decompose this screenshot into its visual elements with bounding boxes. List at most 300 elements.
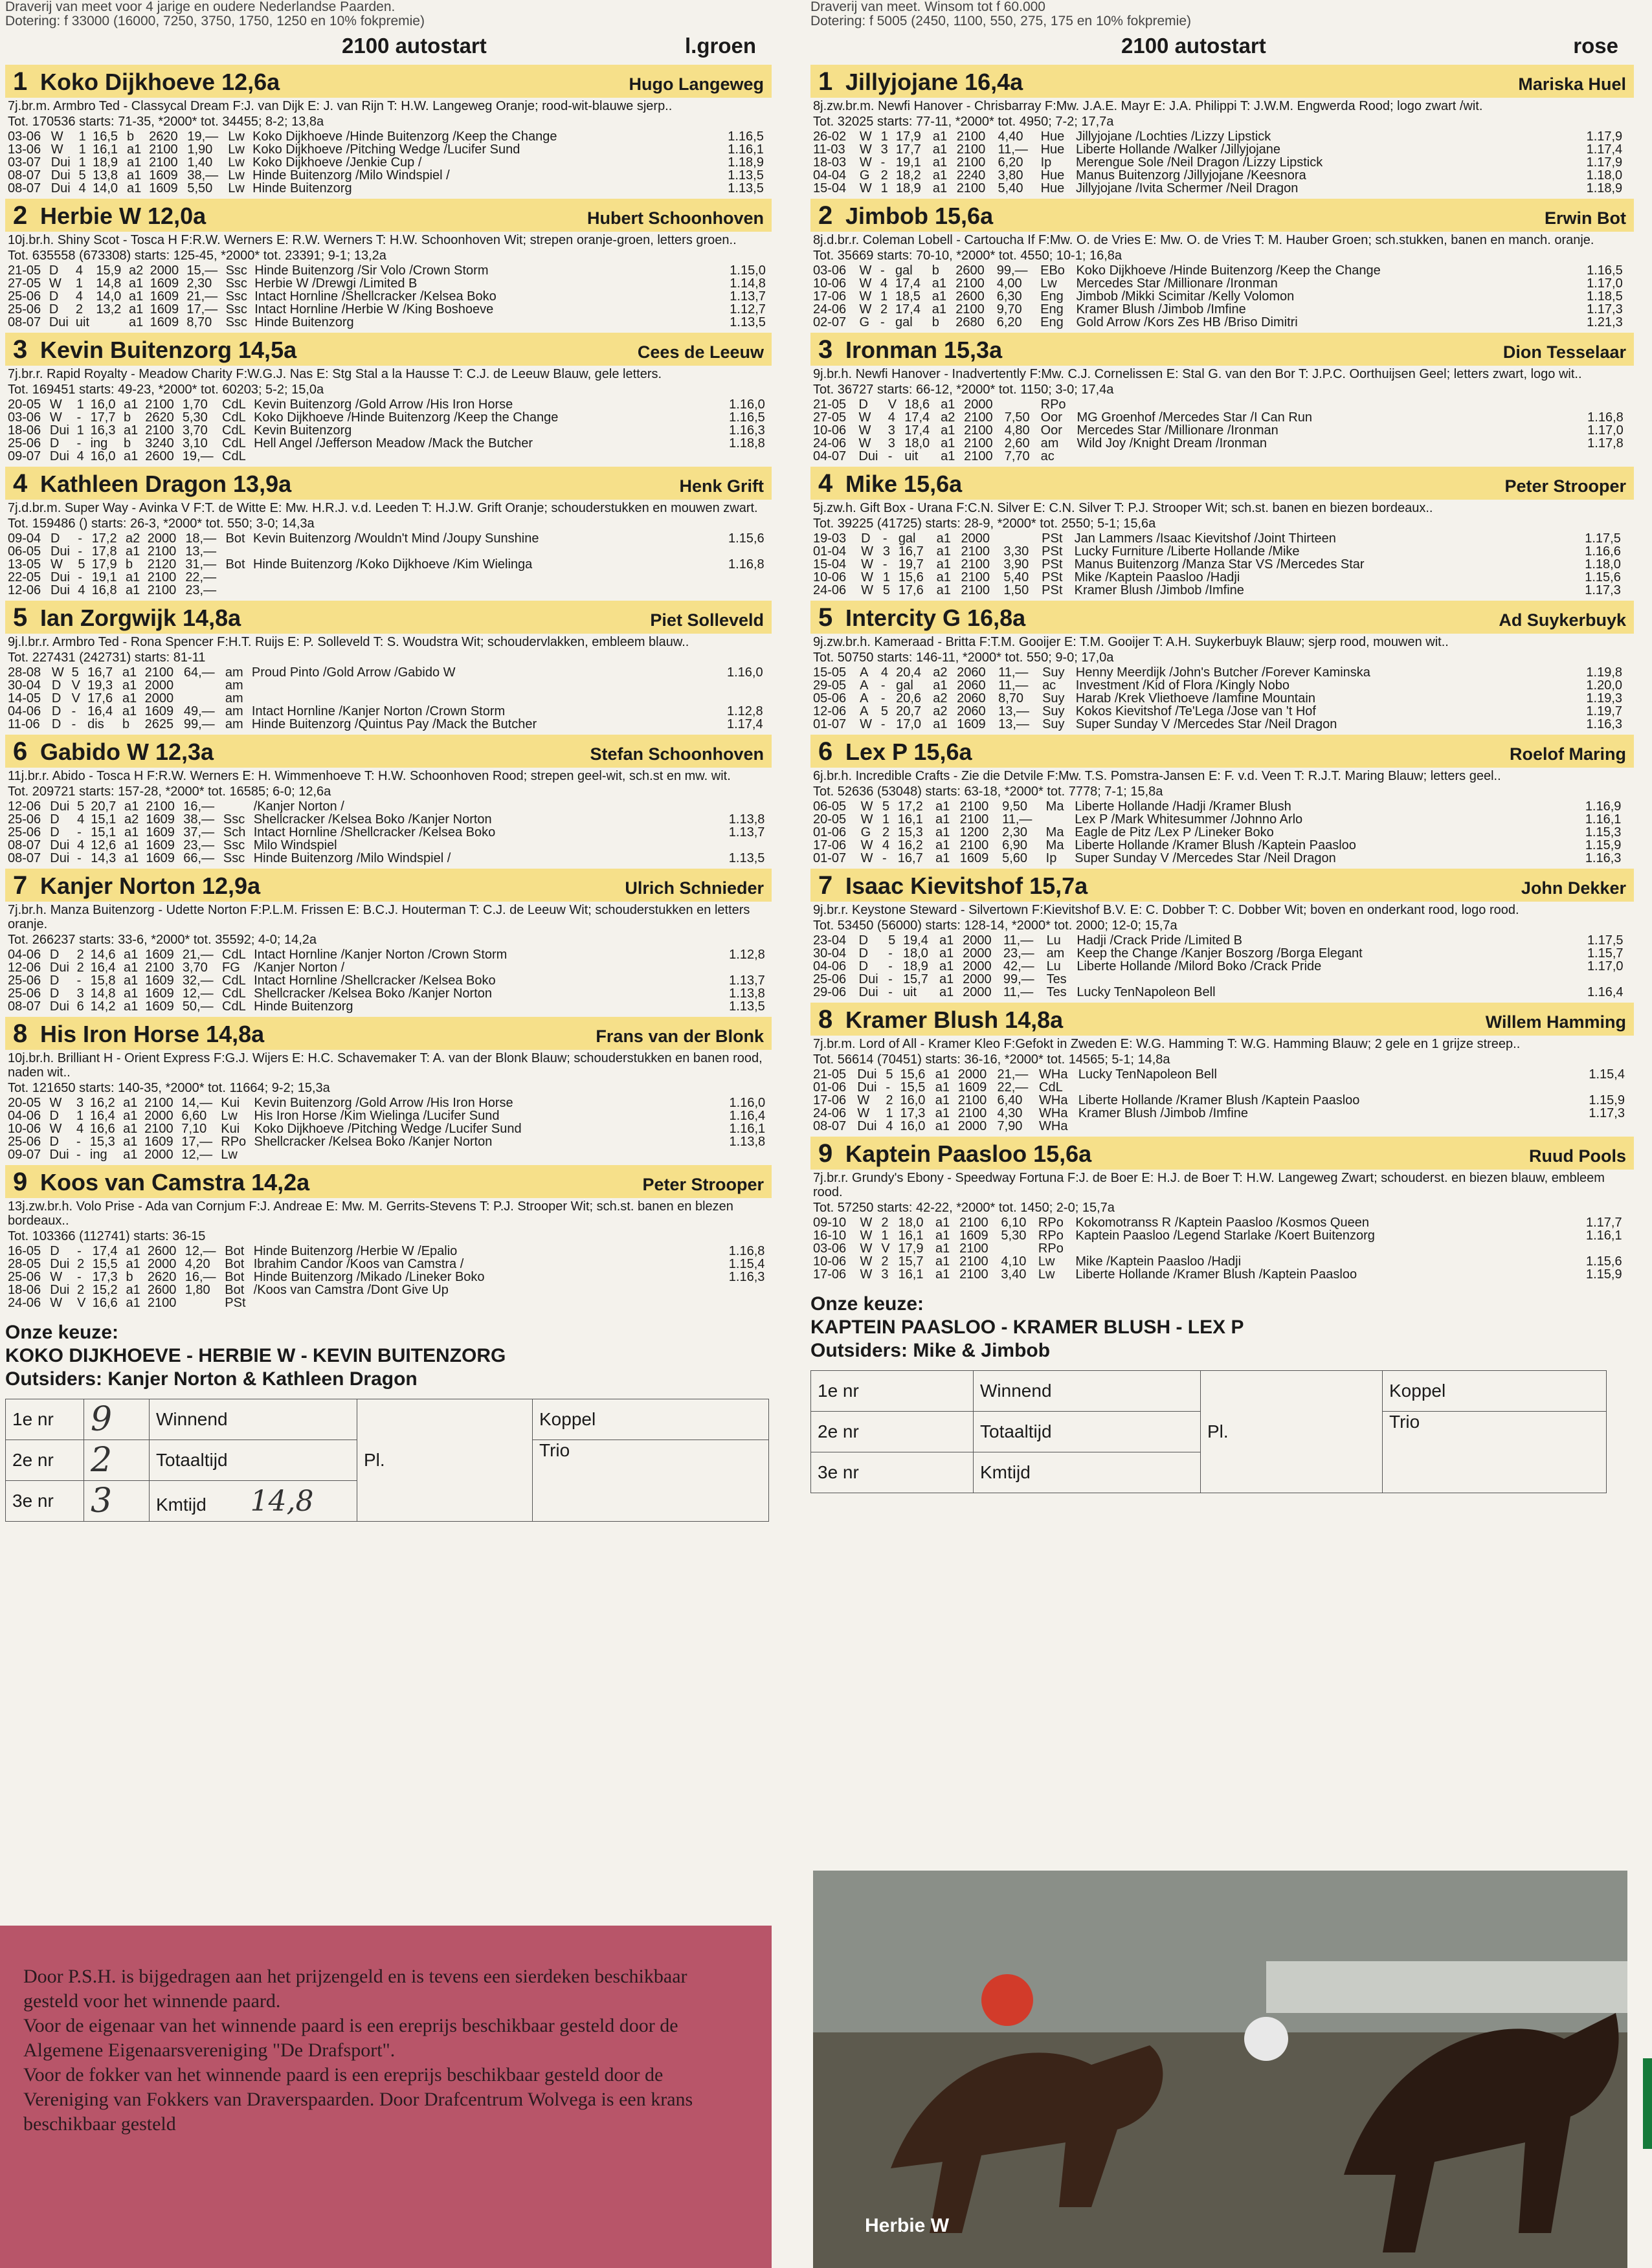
table-cell: 2100 xyxy=(146,799,175,814)
table-cell: Lw xyxy=(1038,1254,1055,1269)
table-cell: Dui xyxy=(50,838,70,852)
table-cell: 1.16,4 xyxy=(729,1109,766,1123)
table-cell: FG xyxy=(222,961,240,975)
table-cell: Tes xyxy=(1046,972,1067,986)
table-cell: 1609 xyxy=(149,168,178,183)
table-cell: a1 xyxy=(122,704,137,718)
table-cell: 1.15,9 xyxy=(1586,1267,1622,1282)
horse-driver: Stefan Schoonhoven xyxy=(590,744,764,764)
horse-header xyxy=(810,869,1634,902)
table-cell: 11,— xyxy=(998,665,1029,680)
table-cell xyxy=(726,545,772,558)
grid-trio-label: Trio xyxy=(1389,1412,1420,1432)
table-cell: Lu xyxy=(1046,933,1061,948)
table-cell: 16,4 xyxy=(89,1109,115,1123)
table-cell: W xyxy=(857,1093,870,1107)
table-cell: 1.15,6 xyxy=(1586,1254,1622,1269)
table-cell: 5 xyxy=(886,1067,893,1082)
table-cell: 25-06 xyxy=(813,972,847,986)
grid-row-label: 1e nr xyxy=(6,1399,84,1440)
table-cell: 09-10 xyxy=(813,1216,847,1230)
table-cell: 1.12,7 xyxy=(730,302,766,317)
horse-totals: Tot. 52636 (53048) starts: 63-18, *2000* tot. 7778; 7-1; 15,8a xyxy=(813,784,1163,799)
table-row xyxy=(810,558,1634,571)
table-cell: 2240 xyxy=(956,168,986,183)
horse-entry xyxy=(5,735,772,865)
table-cell: Kevin Buitenzorg /Gold Arrow /His Iron Horse xyxy=(254,1096,513,1109)
table-cell: 2000 xyxy=(963,946,992,961)
table-cell: a1 xyxy=(124,999,139,1014)
horse-list xyxy=(5,65,772,1309)
table-cell: 1609 xyxy=(959,1228,988,1243)
horse-entry xyxy=(810,1003,1634,1133)
table-row xyxy=(810,277,1634,290)
table-cell: 66,— xyxy=(183,851,215,865)
table-cell: Manus Buitenzorg /Manza Star VS /Mercedes Star xyxy=(1074,558,1365,571)
table-cell: 6,20 xyxy=(998,155,1023,170)
table-cell: Dui xyxy=(858,972,878,986)
choice-pick: KOKO DIJKHOEVE - HERBIE W - KEVIN BUITENZORG xyxy=(5,1345,506,1366)
table-cell: 99,— xyxy=(183,717,215,731)
table-cell: - xyxy=(78,570,83,584)
table-cell: a2 xyxy=(126,531,140,546)
table-cell xyxy=(249,679,724,692)
table-cell: Dui xyxy=(50,570,70,584)
table-cell: 25-06 xyxy=(8,302,41,317)
table-cell: 1609 xyxy=(145,948,174,962)
our-choice xyxy=(5,1321,772,1391)
table-row xyxy=(810,143,1634,156)
horse-driver: Ulrich Schnieder xyxy=(625,878,764,898)
table-cell: 2,60 xyxy=(1004,436,1030,450)
table-cell: W xyxy=(860,1216,873,1230)
table-cell: 04-04 xyxy=(813,168,847,183)
horse-entry xyxy=(5,65,772,195)
table-cell: 2120 xyxy=(147,557,177,572)
table-cell xyxy=(221,800,251,813)
table-cell: Dui xyxy=(50,155,71,170)
table-row xyxy=(5,1245,772,1258)
grid-pl xyxy=(357,1399,533,1522)
table-cell: a1 xyxy=(939,972,954,986)
table-cell: A xyxy=(860,691,869,706)
table-cell: 2100 xyxy=(959,838,989,852)
table-cell: a1 xyxy=(933,717,948,731)
horse-number: 3 xyxy=(13,335,28,364)
table-cell: a1 xyxy=(129,315,144,329)
table-cell: W xyxy=(859,302,872,317)
table-cell: Lucky TenNapoleon Bell xyxy=(1077,986,1216,999)
table-cell xyxy=(726,839,772,852)
table-cell: 2000 xyxy=(963,933,992,948)
table-cell: D xyxy=(49,302,59,317)
table-cell: 15,6 xyxy=(900,1067,926,1082)
table-cell: Hinde Buitenzorg xyxy=(254,316,354,329)
table-cell: 2100 xyxy=(964,436,993,450)
table-cell: 16,2 xyxy=(897,838,923,852)
table-cell: /Koos van Camstra /Dont Give Up xyxy=(253,1284,449,1296)
horse-pedigree: 7j.d.br.m. Super Way - Avinka V F:T. de Witte E: Mw. H.R.J. v.d. Leeden T: H.J.W. Grift Oranje; schouderstukken en mouwen zwart. xyxy=(8,501,758,515)
horse-header xyxy=(5,1017,772,1050)
table-cell: 1.16,4 xyxy=(1587,985,1624,999)
table-cell: 16,4 xyxy=(90,961,116,975)
table-cell: 1200 xyxy=(959,825,989,839)
table-row xyxy=(5,398,772,411)
results-table xyxy=(810,130,1634,195)
table-cell: 24-06 xyxy=(813,436,847,450)
table-row xyxy=(5,692,772,705)
table-cell: Hue xyxy=(1040,129,1065,144)
table-cell: a1 xyxy=(939,959,954,973)
table-cell: 2100 xyxy=(964,423,993,438)
table-cell: 1.17,8 xyxy=(1587,436,1624,450)
table-cell: 30-04 xyxy=(813,946,847,961)
horse-name: Gabido W 12,3a xyxy=(40,739,214,765)
table-cell: 2680 xyxy=(955,315,985,329)
table-cell: 12,— xyxy=(181,1148,213,1162)
table-row xyxy=(810,1255,1634,1268)
table-cell: a1 xyxy=(932,302,946,317)
table-row xyxy=(810,826,1634,839)
table-cell: 1.17,3 xyxy=(1587,302,1623,317)
horse-header xyxy=(5,601,772,634)
table-cell: 12-06 xyxy=(813,704,847,718)
table-cell: 22,— xyxy=(997,1080,1029,1095)
table-cell xyxy=(1076,1081,1587,1094)
table-cell: Hinde Buitenzorg /Sir Volo /Crown Storm xyxy=(254,264,489,277)
table-cell xyxy=(726,450,772,463)
table-cell: D xyxy=(50,812,60,827)
horse-driver: Peter Strooper xyxy=(1504,476,1626,496)
horse-header xyxy=(810,65,1634,98)
race-condition-line: Draverij van meet voor 4 jarige en oudere Nederlandse Paarden. xyxy=(5,0,396,14)
table-cell: 17,2 xyxy=(897,799,923,814)
table-cell: a1 xyxy=(124,397,139,412)
table-cell: 2 xyxy=(881,1254,889,1269)
table-cell: 3 xyxy=(887,436,895,450)
table-cell: Sch xyxy=(223,825,246,839)
table-cell: 49,— xyxy=(183,704,215,718)
table-cell: a1 xyxy=(935,812,950,827)
table-cell: a1 xyxy=(124,961,139,975)
table-cell: 08-07 xyxy=(8,315,41,329)
race-conditions xyxy=(5,0,772,28)
table-cell: Lw xyxy=(1038,1267,1055,1282)
horse-number: 9 xyxy=(13,1168,28,1196)
table-cell: Lw xyxy=(228,155,245,170)
horse-number: 5 xyxy=(13,603,28,632)
table-cell: 2620 xyxy=(145,410,174,425)
table-cell: - xyxy=(77,825,82,839)
table-cell: 1.12,8 xyxy=(726,704,763,718)
table-cell: a1 xyxy=(126,583,140,597)
grid-col-label xyxy=(150,1481,357,1522)
table-cell: am xyxy=(225,665,243,680)
table-cell: Eng xyxy=(1040,289,1064,304)
table-cell: 2060 xyxy=(957,665,986,680)
table-cell: Herbie W /Drewgi /Limited B xyxy=(254,277,418,290)
table-cell: 2600 xyxy=(955,289,985,304)
table-cell: 5 xyxy=(77,799,85,814)
table-cell: gal xyxy=(896,678,913,693)
table-cell: Kui xyxy=(221,1096,240,1110)
table-cell: 2100 xyxy=(956,142,986,157)
horse-driver: Hugo Langeweg xyxy=(629,74,764,94)
table-cell: 1.16,0 xyxy=(729,397,765,412)
table-cell: PSt xyxy=(225,1296,246,1310)
table-cell: - xyxy=(880,155,886,170)
table-cell: W xyxy=(860,812,873,827)
table-cell xyxy=(726,1296,772,1309)
table-cell: 2100 xyxy=(145,397,174,412)
table-cell: Investment /Kid of Flora /Kingly Nobo xyxy=(1075,679,1289,692)
table-cell: - xyxy=(882,531,887,546)
table-cell: 12-06 xyxy=(8,961,41,975)
table-cell: Dui xyxy=(857,1080,877,1095)
table-cell: WHa xyxy=(1039,1093,1068,1107)
horse-number: 6 xyxy=(13,737,28,766)
table-cell: a1 xyxy=(124,851,139,865)
table-cell: 04-06 xyxy=(8,948,41,962)
table-cell: 2 xyxy=(75,302,84,317)
table-cell: Liberte Hollande /Kramer Blush /Kaptein Paasloo xyxy=(1075,1268,1357,1281)
table-cell: 16,0 xyxy=(900,1093,926,1107)
table-cell: Hue xyxy=(1040,168,1065,183)
table-cell: 20-05 xyxy=(813,812,847,827)
race-condition-line: Draverij van meet. Winsom tot f 60.000 xyxy=(810,0,1045,14)
table-cell: Jimbob /Mikki Scimitar /Kelly Volomon xyxy=(1076,290,1295,303)
table-row xyxy=(5,826,772,839)
table-cell: Bot xyxy=(225,1244,245,1258)
right-column xyxy=(810,0,1634,1493)
table-cell: 50,— xyxy=(182,999,214,1014)
table-row xyxy=(5,264,772,277)
table-cell: 14,— xyxy=(181,1096,213,1110)
table-row xyxy=(810,290,1634,303)
table-cell: W xyxy=(49,276,61,291)
table-cell: - xyxy=(77,1244,82,1258)
table-cell: PSt xyxy=(1042,544,1063,559)
table-cell: 1609 xyxy=(150,276,179,291)
horse-name: Kramer Blush 14,8a xyxy=(845,1006,1064,1033)
table-cell: 20-05 xyxy=(8,1096,41,1110)
table-cell: 37,— xyxy=(183,825,215,839)
table-cell: V xyxy=(77,1296,86,1310)
table-cell: W xyxy=(50,142,63,157)
table-cell: 2000 xyxy=(964,397,993,412)
table-cell: Koko Dijkhoeve /Jenkie Cup / xyxy=(252,156,422,169)
table-cell: - xyxy=(78,544,83,559)
table-cell: 1.13,7 xyxy=(730,289,766,304)
table-cell: 2000 xyxy=(144,1148,173,1162)
table-cell: 1.19,8 xyxy=(1586,665,1623,680)
table-cell: Kevin Buitenzorg xyxy=(254,424,352,437)
horse-name: Kevin Buitenzorg 14,5a xyxy=(40,337,297,363)
table-cell: 2100 xyxy=(961,570,990,584)
table-cell: WHa xyxy=(1039,1067,1068,1082)
table-row xyxy=(810,960,1634,973)
table-cell: W xyxy=(860,799,873,814)
table-cell: W xyxy=(860,1241,873,1256)
table-cell: 19,1 xyxy=(91,570,117,584)
table-cell: 5 xyxy=(882,583,890,597)
choice-label: Onze keuze: xyxy=(5,1322,119,1343)
table-cell: a1 xyxy=(936,531,951,546)
table-cell: 21-05 xyxy=(813,397,847,412)
table-cell: a1 xyxy=(126,544,140,559)
table-cell: Dui xyxy=(49,999,69,1014)
table-cell: 1.13,5 xyxy=(728,851,765,865)
table-row xyxy=(5,666,772,679)
race-distance: 2100 autostart xyxy=(342,34,487,58)
table-cell: Hue xyxy=(1040,181,1065,195)
table-cell: b xyxy=(122,717,130,731)
table-cell: - xyxy=(71,717,76,731)
table-cell: Kui xyxy=(221,1122,240,1136)
table-cell: Dui xyxy=(857,1119,877,1133)
table-cell: 03-07 xyxy=(8,155,41,170)
table-cell: gal xyxy=(895,263,913,278)
table-cell: 1.16,8 xyxy=(728,557,765,572)
table-cell: CdL xyxy=(222,410,246,425)
table-cell: a2 xyxy=(933,691,948,706)
table-cell: 15,1 xyxy=(91,812,117,827)
table-cell: 16,1 xyxy=(93,142,118,157)
table-cell: 7,70 xyxy=(1004,449,1030,463)
table-cell: 17,6 xyxy=(87,691,113,706)
horse-driver: Erwin Bot xyxy=(1545,208,1626,228)
table-cell: 1.16,1 xyxy=(1586,1228,1622,1243)
table-cell: 1.15,6 xyxy=(728,531,765,546)
table-cell: /Kanjer Norton / xyxy=(253,800,344,813)
table-cell: 1.21,3 xyxy=(1587,315,1623,329)
table-cell: W xyxy=(859,289,872,304)
table-cell: Kokomotranss R /Kaptein Paasloo /Kosmos Queen xyxy=(1075,1216,1369,1229)
grid-trio-label: Trio xyxy=(539,1440,570,1460)
table-cell: V xyxy=(71,678,81,693)
table-cell: 5 xyxy=(888,933,896,948)
table-row xyxy=(5,1148,772,1161)
table-cell: - xyxy=(888,946,893,961)
table-cell: 04-06 xyxy=(8,704,41,718)
table-cell: 3,80 xyxy=(998,168,1023,183)
table-cell: 15,7 xyxy=(898,1254,924,1269)
table-cell: 5,30 xyxy=(182,410,208,425)
table-cell: 15,1 xyxy=(91,825,117,839)
horse-driver: Willem Hamming xyxy=(1485,1012,1626,1032)
results-table xyxy=(5,532,772,597)
table-cell: 02-07 xyxy=(813,315,847,329)
table-cell: 5,40 xyxy=(1003,570,1029,584)
table-cell: 18,5 xyxy=(895,289,921,304)
table-cell: Bot xyxy=(225,1270,245,1284)
table-cell xyxy=(1585,398,1634,411)
horse-number: 1 xyxy=(13,67,28,96)
horse-driver: John Dekker xyxy=(1521,878,1626,898)
table-cell: 32,— xyxy=(182,973,214,988)
table-cell: 14,8 xyxy=(96,276,122,291)
horse-number: 3 xyxy=(818,335,833,364)
table-cell: a1 xyxy=(127,181,142,195)
table-cell: 3 xyxy=(76,1096,84,1110)
grid-pl-label: Pl. xyxy=(1207,1421,1229,1441)
table-cell: 1.15,4 xyxy=(1589,1067,1625,1082)
horse-totals: Tot. 50750 starts: 146-11, *2000* tot. 550; 9-0; 17,0a xyxy=(813,650,1114,665)
table-cell: 4,20 xyxy=(184,1257,210,1271)
table-cell: CdL xyxy=(222,948,246,962)
table-cell: 4,40 xyxy=(998,129,1023,144)
table-cell: b xyxy=(127,129,135,144)
choice-pick: KAPTEIN PAASLOO - KRAMER BLUSH - LEX P xyxy=(810,1317,1244,1338)
table-cell: W xyxy=(860,1254,873,1269)
table-cell: Ssc xyxy=(223,838,245,852)
table-cell: RPo xyxy=(221,1135,247,1149)
horse-number: 4 xyxy=(13,469,28,498)
horse-number: 5 xyxy=(818,603,833,632)
table-cell: Mercedes Star /Millionare /Ironman xyxy=(1077,424,1278,437)
table-cell: 4 xyxy=(76,1122,84,1136)
table-cell: Hinde Buitenzorg xyxy=(254,1000,353,1013)
table-cell: 1.17,0 xyxy=(1587,276,1623,291)
table-cell: 25-06 xyxy=(8,1270,41,1284)
table-cell: 1.16,1 xyxy=(1585,812,1622,827)
table-cell: - xyxy=(76,973,82,988)
results-table xyxy=(810,264,1634,329)
race-color: rose xyxy=(1573,34,1618,58)
table-cell: - xyxy=(880,263,885,278)
table-cell: 20,6 xyxy=(896,691,922,706)
grid-handwritten xyxy=(84,1399,150,1440)
table-cell: D xyxy=(51,704,61,718)
choice-outsiders: Outsiders: Mike & Jimbob xyxy=(810,1340,1051,1361)
table-cell: 5 xyxy=(882,799,890,814)
horse-header xyxy=(5,1165,772,1198)
table-cell: Suy xyxy=(1042,704,1065,718)
table-row xyxy=(5,961,772,974)
table-cell: 17,4 xyxy=(895,302,921,317)
table-cell xyxy=(251,1296,726,1309)
table-row xyxy=(5,584,772,597)
table-cell: 3,70 xyxy=(182,423,208,438)
horse-name: Kaptein Paasloo 15,6a xyxy=(845,1140,1092,1167)
table-cell: 1609 xyxy=(146,812,175,827)
table-cell: a1 xyxy=(124,825,139,839)
table-row xyxy=(5,290,772,303)
table-cell: Eng xyxy=(1040,315,1064,329)
table-cell: 13-06 xyxy=(8,142,41,157)
table-cell xyxy=(1044,813,1073,826)
table-cell xyxy=(1001,532,1039,545)
prediction-grid xyxy=(5,1399,769,1522)
table-cell: Mike /Kaptein Paasloo /Hadji xyxy=(1074,571,1240,584)
table-cell: 4 xyxy=(78,583,85,597)
table-cell: Bot xyxy=(225,531,245,546)
table-cell: 1.19,7 xyxy=(1586,704,1623,718)
table-cell: 1.16,1 xyxy=(728,142,764,157)
table-row xyxy=(810,437,1634,450)
table-cell: Shellcracker /Kelsea Boko /Kanjer Norton xyxy=(254,1135,493,1148)
table-cell: - xyxy=(76,1148,81,1162)
table-cell: 2100 xyxy=(147,570,177,584)
table-cell: Bot xyxy=(225,557,245,572)
table-cell: RPo xyxy=(1038,1228,1064,1243)
table-cell: D xyxy=(49,436,60,450)
horse-list xyxy=(810,65,1634,1281)
horse-entry xyxy=(810,467,1634,597)
table-cell: 03-06 xyxy=(8,129,41,144)
table-row xyxy=(810,169,1634,182)
horse-number: 1 xyxy=(818,67,833,96)
